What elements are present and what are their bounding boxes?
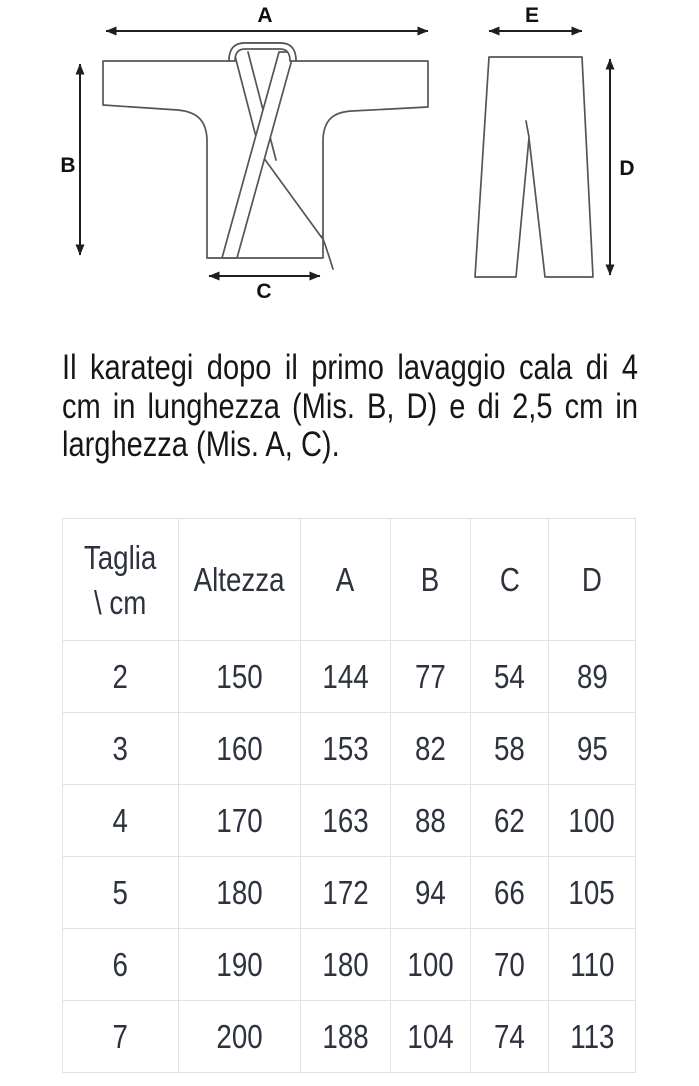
cell-b: 94: [391, 857, 471, 929]
cell-altezza: 180: [179, 857, 301, 929]
cell-taglia: 5: [63, 857, 179, 929]
cell-taglia: 7: [63, 1001, 179, 1073]
cell-d: 105: [549, 857, 636, 929]
header-row: [63, 519, 636, 641]
cell-d: 95: [549, 713, 636, 785]
cell-c: 62: [471, 785, 549, 857]
label-c: C: [256, 280, 272, 303]
measurement-diagram: [0, 0, 699, 312]
cell-altezza: 190: [179, 929, 301, 1001]
label-e: E: [524, 4, 540, 27]
cell-altezza: 200: [179, 1001, 301, 1073]
col-header-b: B: [391, 519, 471, 641]
cell-a: 144: [301, 641, 391, 713]
cell-d: 113: [549, 1001, 636, 1073]
cell-b: 82: [391, 713, 471, 785]
cell-taglia: 6: [63, 929, 179, 1001]
cell-a: 153: [301, 713, 391, 785]
label-d: D: [619, 157, 635, 180]
cell-altezza: 160: [179, 713, 301, 785]
cell-c: 74: [471, 1001, 549, 1073]
size-row: [63, 1001, 636, 1073]
cell-a: 172: [301, 857, 391, 929]
size-row: [63, 641, 636, 713]
col-header-altezza: Altezza: [179, 519, 301, 641]
cell-c: 70: [471, 929, 549, 1001]
cell-taglia: 3: [63, 713, 179, 785]
note-line: Il karategi dopo il primo lavaggio cala di 4: [62, 348, 639, 387]
cell-taglia: 2: [63, 641, 179, 713]
size-row: [63, 857, 636, 929]
col-header-c: C: [471, 519, 549, 641]
jacket-diagram: [103, 43, 428, 269]
cell-d: 110: [549, 929, 636, 1001]
cell-a: 163: [301, 785, 391, 857]
cell-altezza: 150: [179, 641, 301, 713]
size-row: [63, 713, 636, 785]
pants-crotch-slit: [526, 121, 529, 137]
jacket-right-lapel-band: [222, 52, 294, 258]
corner-header-line1: Taglia: [84, 538, 157, 576]
pants-outline: [475, 57, 593, 277]
dimension-labels: [60, 4, 634, 303]
cell-b: 77: [391, 641, 471, 713]
cell-b: 88: [391, 785, 471, 857]
cell-d: 100: [549, 785, 636, 857]
label-a: A: [257, 4, 273, 27]
label-b: B: [60, 154, 76, 177]
jacket-underlap-edge: [258, 150, 322, 238]
size-row: [63, 929, 636, 1001]
cell-c: 66: [471, 857, 549, 929]
cell-b: 104: [391, 1001, 471, 1073]
cell-c: 58: [471, 713, 549, 785]
note-line: larghezza (Mis. A, C).: [62, 425, 340, 464]
col-header-a: A: [301, 519, 391, 641]
corner-header-line2: \ cm: [94, 583, 147, 621]
cell-taglia: 4: [63, 785, 179, 857]
col-header-d: D: [549, 519, 636, 641]
cell-d: 89: [549, 641, 636, 713]
pants-diagram: [475, 57, 593, 277]
cell-b: 100: [391, 929, 471, 1001]
corner-header-taglia-cm: [63, 519, 179, 641]
shrinkage-note-text: [62, 349, 638, 465]
cell-altezza: 170: [179, 785, 301, 857]
size-table: [62, 518, 636, 1073]
cell-a: 180: [301, 929, 391, 1001]
cell-c: 54: [471, 641, 549, 713]
cell-a: 188: [301, 1001, 391, 1073]
note-line: cm in lunghezza (Mis. B, D) e di 2,5 cm in: [62, 386, 639, 426]
size-row: [63, 785, 636, 857]
shrinkage-note: [62, 349, 638, 465]
